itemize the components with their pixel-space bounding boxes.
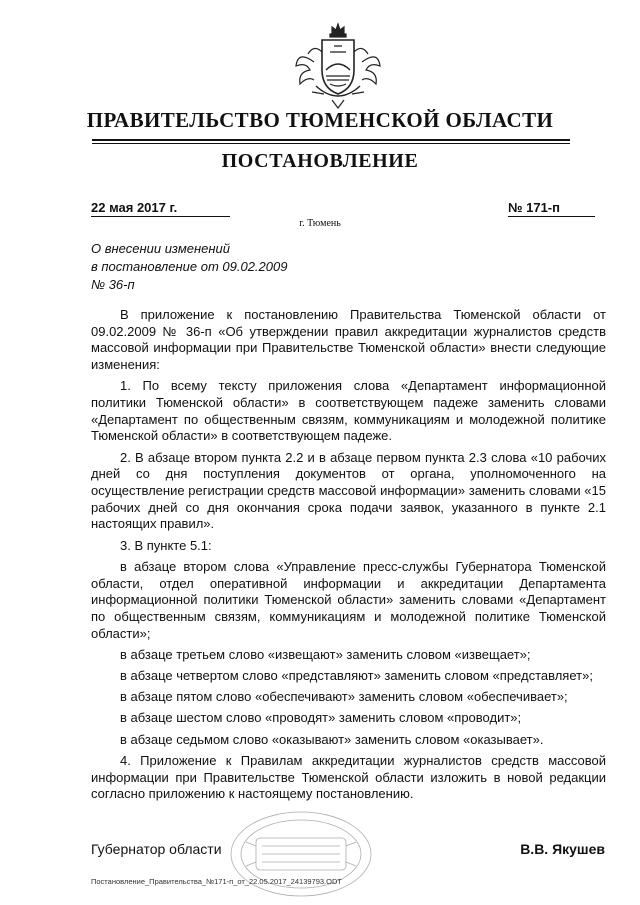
document-city: г. Тюмень [299, 218, 341, 229]
signatory-name: В.В. Якушев [520, 841, 605, 857]
subject-line: № 36-п [91, 277, 135, 292]
body-paragraph: 2. В абзаце втором пункта 2.2 и в абзаце первом пункта 2.3 слова «10 рабочих дней со дня поступления документов от органа, уполномоченного на осуществление регистрации средств массовой информации» заменить словами «15 рабочих дней со дня окончания срока подачи заявок, указанного в пункте 2.1 настоящих правил». [91, 449, 606, 532]
electronic-signature-stamp [226, 808, 376, 900]
body-paragraph: в абзаце втором слова «Управление пресс-службы Губернатора Тюменской области, отдел оперативной информации и аккредитации Департамента информационной политики Тюменской области» заменить словами «Департамент по общественным связям, коммуникациям и молодежной политике Тюменской области»; [91, 558, 606, 641]
body-paragraph: 1. По всему тексту приложения слова «Департамент информационной политики Тюменской области» в соответствующем падеже заменить словами «Департамент по общественным связям, коммуникациям и молодежной политике Тюменской области» в соответствующем падеже. [91, 378, 606, 444]
subject-line: О внесении изменений [91, 241, 230, 256]
document-body [91, 307, 606, 807]
body-paragraph: в абзаце третьем слово «извещают» заменить словом «извещает»; [120, 646, 531, 662]
footer-filename: Постановление_Правительства_№171-п_от_22.05.2017_24139793.ODT [91, 877, 342, 886]
signatory-title: Губернатор области [91, 841, 222, 857]
subject-line: в постановление от 09.02.2009 [91, 259, 288, 274]
body-paragraph: в абзаце четвертом слово «представляют» заменить словом «представляет»; [120, 668, 593, 684]
body-paragraph: В приложение к постановлению Правительства Тюменской области от 09.02.2009 № 36-п «Об утверждении правил аккредитации журналистов средств массовой информации при Правительстве Тюменской области» внести следующие изменения: [91, 307, 606, 373]
coat-of-arms-emblem [292, 22, 384, 110]
body-paragraph: 3. В пункте 5.1: [120, 537, 212, 553]
document-type-title: ПОСТАНОВЛЕНИЕ [221, 150, 419, 172]
document-date: 22 мая 2017 г. [91, 200, 230, 217]
header-rule-thin [92, 143, 570, 144]
body-paragraph: 4. Приложение к Правилам аккредитации журналистов средств массовой информации при Правительстве Тюменской области изложить в новой редакции согласно приложению к настоящему постановлению. [91, 752, 606, 802]
document-subject [91, 240, 287, 294]
document-number: № 171-п [508, 200, 595, 217]
body-paragraph: в абзаце пятом слово «обеспечивают» заменить словом «обеспечивает»; [120, 689, 568, 705]
body-paragraph: в абзаце седьмом слово «оказывают» заменить словом «оказывает». [120, 731, 544, 747]
body-paragraph: в абзаце шестом слово «проводят» заменить словом «проводит»; [120, 710, 522, 726]
header-rule-thick [92, 139, 570, 141]
government-title: ПРАВИТЕЛЬСТВО ТЮМЕНСКОЙ ОБЛАСТИ [86, 108, 554, 132]
